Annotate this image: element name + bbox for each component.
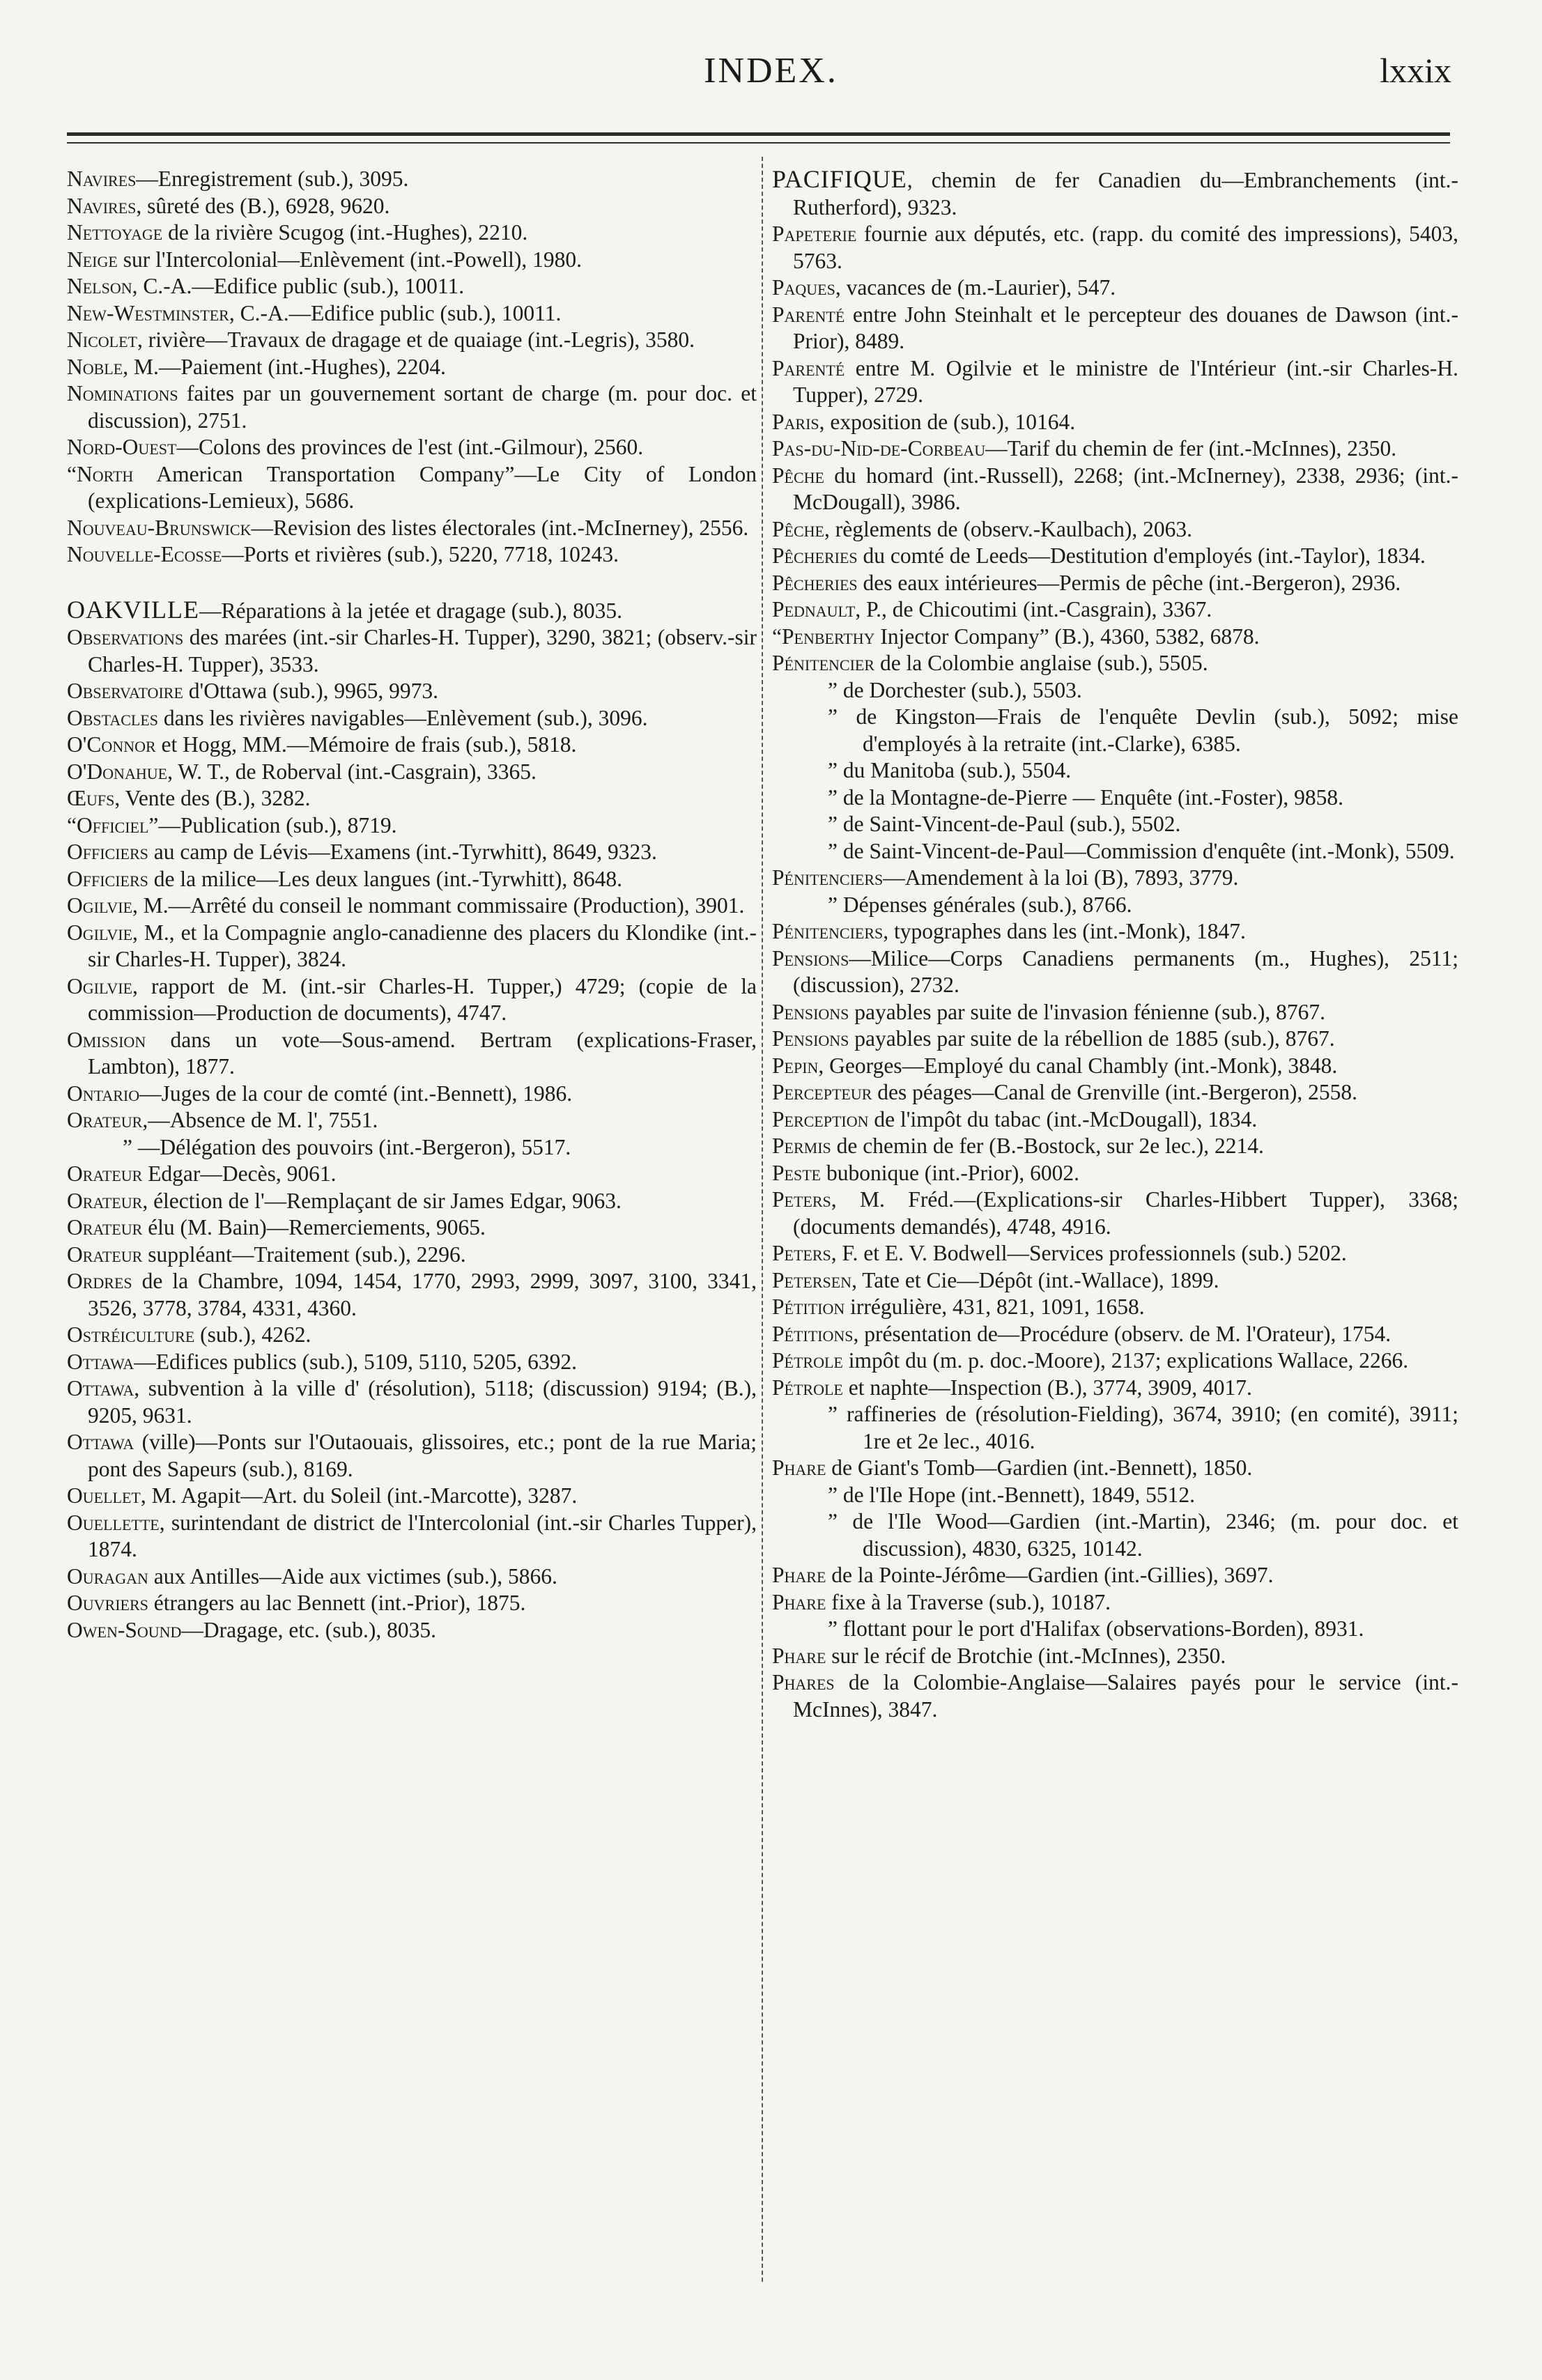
index-entry-text: , C.-A.—Edifice public (sub.), 10011. — [229, 300, 562, 325]
index-entry-text: American Transportation Company”—Le City of London (explications-Lemieux), 5686. — [88, 461, 757, 513]
index-entry — [772, 435, 1458, 463]
index-entry-heading: Phare — [772, 1643, 826, 1668]
index-entry — [772, 302, 1458, 355]
index-entry-heading: ” — [123, 1134, 132, 1159]
index-entry-heading: Nord-Ouest — [67, 435, 177, 459]
index-entry-heading: Ouragan — [67, 1563, 148, 1589]
index-entry-text: , présentation de—Procédure (observ. de M. l'Orateur), 1754. — [853, 1321, 1391, 1346]
index-entry-heading: Peste — [772, 1160, 822, 1185]
index-entry — [772, 1375, 1458, 1402]
index-entry-heading: Nouveau-Brunswick — [67, 515, 252, 540]
index-entry — [67, 705, 757, 732]
index-entry-heading: OAKVILLE — [67, 595, 199, 624]
index-entry — [772, 1347, 1458, 1375]
index-entry-text: de l'Ile Hope (int.-Bennett), 1849, 5512. — [837, 1482, 1196, 1507]
index-entry-heading: Pêcheries — [772, 543, 858, 568]
index-entry — [67, 678, 757, 705]
index-entry-heading: ” — [828, 892, 838, 917]
index-entry-heading: Pétrole — [772, 1375, 843, 1400]
index-entry-text: des marées (int.-sir Charles-H. Tupper), 3290, 3821; (observ.-sir Charles-H. Tupper), 3533. — [88, 625, 757, 677]
index-entry-heading: “Penberthy — [772, 624, 875, 649]
page-title: INDEX. — [704, 51, 838, 91]
index-entry-heading: PACIFIQUE — [772, 165, 907, 193]
index-entry-text: , surintendant de district de l'Intercolonial (int.-sir Charles Tupper), 1874. — [88, 1510, 757, 1561]
index-entry-text: des péages—Canal de Grenville (int.-Bergeron), 2558. — [872, 1080, 1358, 1104]
index-entry-heading: Nettoyage — [67, 220, 163, 245]
index-entry — [772, 1321, 1458, 1348]
index-entry-text: , règlements de (observ.-Kaulbach), 2063. — [824, 516, 1192, 541]
index-entry-text: de la Colombie anglaise (sub.), 5505. — [874, 651, 1208, 675]
index-entry — [772, 275, 1458, 302]
index-entry-text: , P., de Chicoutimi (int.-Casgrain), 3367. — [855, 597, 1212, 621]
index-entry-heading: Peters — [772, 1187, 831, 1212]
index-entry — [772, 677, 1458, 704]
index-entry-heading: Nominations — [67, 381, 178, 405]
index-entry — [67, 1188, 757, 1215]
index-entry-text: , M.—Paiement (int.-Hughes), 2204. — [123, 354, 446, 379]
header-rule-thin — [67, 142, 1450, 144]
index-entry-text: élu (M. Bain)—Remerciements, 9065. — [142, 1215, 486, 1239]
index-entry — [67, 541, 757, 569]
index-entry-text: de Saint-Vincent-de-Paul (sub.), 5502. — [837, 812, 1181, 836]
index-entry-text: , F. et E. V. Bodwell—Services professionnels (sub.) 5202. — [831, 1241, 1347, 1265]
column-divider — [762, 157, 764, 2282]
index-entry-heading: Owen-Sound — [67, 1617, 182, 1642]
index-entry-heading: Parenté — [772, 355, 845, 380]
index-entry-text: —Revision des listes électorales (int.-McInerney), 2556. — [251, 515, 749, 540]
index-entry-text: entre John Steinhalt et le percepteur des douanes de Dawson (int.-Prior), 8489. — [793, 302, 1458, 353]
index-entry — [67, 193, 757, 220]
index-entry-text: Injector Company” (B.), 4360, 5382, 6878. — [874, 624, 1260, 649]
index-entry-text: , M., et la Compagnie anglo-canadienne des placers du Klondike (int.-sir Charles-H. Tupper), 3824. — [88, 920, 757, 971]
index-entry-heading: Pêcheries — [772, 570, 858, 595]
index-entry-text: —Edifices publics (sub.), 5109, 5110, 5205, 6392. — [134, 1349, 577, 1374]
index-entry-text: au camp de Lévis—Examens (int.-Tyrwhitt), 8649, 9323. — [148, 840, 657, 864]
index-entry — [67, 732, 757, 759]
index-entry-text: des eaux intérieures—Permis de pêche (int.-Bergeron), 2936. — [857, 570, 1401, 595]
index-entry-text: (ville)—Ponts sur l'Outaouais, glissoires, etc.; pont de la rue Maria; pont des Sapeurs (sub.), 8169. — [88, 1430, 757, 1481]
index-entry-text: étrangers au lac Bennett (int.-Prior), 1875. — [148, 1591, 526, 1615]
index-entry-text: de Giant's Tomb—Gardien (int.-Bennett), 1850. — [826, 1455, 1253, 1480]
index-entry-heading: ” — [828, 677, 838, 702]
index-entry — [67, 1081, 757, 1108]
index-entry — [67, 1590, 757, 1617]
index-entry — [772, 221, 1458, 275]
index-entry-heading: Orateur — [67, 1161, 143, 1186]
index-entry-heading: Papeterie — [772, 222, 857, 246]
index-entry-text: , élection de l'—Remplaçant de sir James Edgar, 9063. — [142, 1188, 622, 1213]
index-entry — [772, 570, 1458, 597]
index-entry-heading: Peters — [772, 1241, 831, 1265]
index-entry-text: —Réparations à la jetée et dragage (sub.), 8035. — [199, 598, 622, 623]
index-entry — [772, 543, 1458, 570]
index-entry — [67, 1429, 757, 1483]
index-entry-heading: Pénitenciers — [772, 919, 884, 943]
index-entry-text: (sub.), 4262. — [194, 1322, 311, 1347]
index-entry-heading: Œufs — [67, 786, 115, 810]
index-entry-heading: Parenté — [772, 302, 845, 327]
index-entry — [67, 624, 757, 678]
index-entry-heading: Pepin — [772, 1053, 819, 1078]
index-entry — [772, 1643, 1458, 1670]
index-entry — [67, 839, 757, 866]
index-entry-heading: Percepteur — [772, 1080, 872, 1104]
index-entry — [772, 918, 1458, 945]
index-entry — [772, 838, 1458, 865]
index-entry-text: de Saint-Vincent-de-Paul—Commission d'enquête (int.-Monk), 5509. — [837, 838, 1455, 863]
index-entry-text: —Tarif du chemin de fer (int.-McInnes), 2350. — [985, 436, 1397, 461]
index-entry — [772, 1133, 1458, 1160]
index-entry-heading: Pensions — [772, 1026, 849, 1051]
index-entry — [67, 1483, 757, 1510]
index-entry — [67, 1349, 757, 1376]
index-entry — [67, 1214, 757, 1242]
index-entry-heading: Pêche — [772, 516, 824, 541]
index-entry-text: flottant pour le port d'Halifax (observations-Borden), 8931. — [837, 1616, 1364, 1641]
index-entry — [67, 1375, 757, 1429]
index-entry-heading: Petersen — [772, 1267, 852, 1292]
index-entry-heading: ” — [828, 758, 838, 782]
index-entry-text: payables par suite de l'invasion fénienne (sub.), 8767. — [849, 999, 1326, 1024]
index-entry-heading: Noble — [67, 354, 123, 379]
index-entry-heading: Navires — [67, 193, 137, 218]
index-entry-text: raffineries de (résolution-Fielding), 3674, 3910; (en comité), 3911; 1re et 2e lec., 4016. — [837, 1402, 1458, 1453]
index-entry — [772, 811, 1458, 838]
index-entry — [67, 247, 757, 274]
index-entry-heading: “North — [67, 461, 134, 486]
index-entry-heading: ” — [828, 812, 838, 836]
index-entry-text: , sûreté des (B.), 6928, 9620. — [136, 193, 390, 218]
index-entry — [772, 1508, 1458, 1562]
index-entry-heading: ” — [828, 838, 838, 863]
index-entry — [772, 1616, 1458, 1643]
index-entry-heading: Orateur — [67, 1215, 143, 1239]
index-entry-heading: Ordres — [67, 1269, 132, 1293]
index-entry-text: —Juges de la cour de comté (int.-Bennett), 1986. — [139, 1081, 573, 1106]
index-entry-text: —Amendement à la loi (B), 7893, 3779. — [883, 865, 1239, 890]
index-entry-heading: Ostréiculture — [67, 1322, 195, 1347]
index-entry-text: , M.—Arrêté du conseil le nommant commissaire (Production), 3901. — [132, 893, 745, 918]
index-entry-heading: ” — [828, 1402, 838, 1426]
index-entry — [67, 973, 757, 1027]
index-entry-text: , M. Fréd.—(Explications-sir Charles-Hibbert Tupper), 3368; (documents demandés), 4748, 4916. — [793, 1187, 1458, 1239]
index-entry-heading: Pétrole — [772, 1348, 843, 1373]
index-entry — [772, 355, 1458, 409]
index-entry-heading: Phares — [772, 1670, 835, 1694]
header-rule-thick — [67, 132, 1450, 136]
index-entry — [67, 1510, 757, 1563]
index-entry — [67, 1563, 757, 1591]
index-entry-heading: ” — [828, 704, 838, 729]
index-entry — [772, 1026, 1458, 1053]
index-entry-heading: Officiers — [67, 840, 148, 864]
index-entry — [772, 1267, 1458, 1295]
index-entry-text: de l'impôt du tabac (int.-McDougall), 1834. — [868, 1106, 1258, 1131]
index-entry-text: fixe à la Traverse (sub.), 10187. — [826, 1589, 1111, 1614]
index-entry — [67, 812, 757, 840]
index-entry-heading: Observatoire — [67, 679, 183, 703]
index-entry-text: de la Chambre, 1094, 1454, 1770, 2993, 2999, 3097, 3100, 3341, 3526, 3778, 3784, 4331, 4360. — [88, 1269, 757, 1320]
index-entry-text: —Dragage, etc. (sub.), 8035. — [181, 1617, 437, 1642]
index-entry — [67, 219, 757, 247]
index-entry-text: payables par suite de la rébellion de 1885 (sub.), 8767. — [849, 1026, 1335, 1051]
index-entry — [772, 945, 1458, 999]
index-entry-heading: Orateur — [67, 1188, 143, 1213]
index-entry-heading: Nicolet — [67, 327, 137, 352]
index-entry-text: dans les rivières navigables—Enlèvement (sub.), 3096. — [158, 705, 648, 730]
index-entry-text: de la Colombie-Anglaise—Salaires payés pour le service (int.-McInnes), 3847. — [793, 1670, 1458, 1722]
index-entry — [67, 866, 757, 893]
index-entry-heading: Neige — [67, 247, 118, 272]
index-entry-text: sur l'Intercolonial—Enlèvement (int.-Powell), 1980. — [117, 247, 582, 272]
index-entry-text: du homard (int.-Russell), 2268; (int.-McInerney), 2338, 2936; (int.-McDougall), 3986. — [793, 463, 1458, 514]
index-entry-heading: Omission — [67, 1027, 146, 1052]
index-entry-heading: ” — [828, 1616, 838, 1641]
index-entry-heading: Paris — [772, 409, 819, 434]
index-entry-text: , M. Agapit—Art. du Soleil (int.-Marcotte), 3287. — [140, 1483, 578, 1508]
index-entry — [67, 1268, 757, 1322]
index-entry-text: irrégulière, 431, 821, 1091, 1658. — [845, 1295, 1145, 1319]
index-entry-heading: Phare — [772, 1589, 826, 1614]
index-entry-text: bubonique (int.-Prior), 6002. — [821, 1160, 1080, 1185]
index-entry-heading: O'Connor — [67, 732, 156, 757]
index-entry-heading: Orateur — [67, 1242, 143, 1267]
index-entry — [67, 273, 757, 300]
index-entry — [67, 1161, 757, 1188]
index-entry-text: de la milice—Les deux langues (int.-Tyrwhitt), 8648. — [148, 866, 623, 891]
index-entry-heading: Perception — [772, 1106, 869, 1131]
index-entry-heading: Pénitencier — [772, 651, 875, 675]
index-entry-heading: Ottawa — [67, 1349, 134, 1374]
index-entry-text: , chemin de fer Canadien du—Embranchements (int.-Rutherford), 9323. — [793, 168, 1458, 219]
index-entry — [67, 1134, 757, 1161]
index-entry-heading: ” — [828, 1509, 838, 1533]
index-entry-text: Dépenses générales (sub.), 8766. — [837, 892, 1132, 917]
index-entry — [67, 380, 757, 434]
index-entry — [67, 1107, 757, 1134]
index-entry — [772, 516, 1458, 543]
index-entry — [67, 354, 757, 381]
index-entry — [67, 892, 757, 920]
index-entry — [67, 785, 757, 812]
index-entry-text: , rivière—Travaux de dragage et de quaiage (int.-Legris), 3580. — [137, 327, 695, 352]
index-entry-text: de la rivière Scugog (int.-Hughes), 2210. — [162, 220, 528, 245]
index-entry-heading: Pensions — [772, 999, 849, 1024]
index-entry-heading: Paques — [772, 275, 835, 300]
index-entry-text: d'Ottawa (sub.), 9965, 9973. — [183, 679, 439, 703]
index-entry-heading: Ogilvie — [67, 973, 133, 998]
index-entry — [772, 463, 1458, 516]
index-entry — [772, 596, 1458, 624]
index-entry-text: ,—Absence de M. l', 7551. — [142, 1108, 378, 1132]
index-entry-text: , vacances de (m.-Laurier), 547. — [835, 275, 1116, 300]
index-entry-heading: Pénitenciers — [772, 865, 884, 890]
index-entry — [772, 892, 1458, 919]
index-entry-heading: Ottawa — [67, 1430, 134, 1454]
index-entry — [772, 785, 1458, 812]
index-entry-text: —Enregistrement (sub.), 3095. — [136, 167, 409, 191]
index-entry-heading: Observations — [67, 625, 184, 649]
index-entry-text: de la Pointe-Jérôme—Gardien (int.-Gillies), 3697. — [826, 1563, 1274, 1587]
index-entry — [772, 166, 1458, 221]
index-entry-text: du comté de Leeds—Destitution d'employés (int.-Taylor), 1834. — [857, 543, 1426, 568]
index-entry-heading: Permis — [772, 1134, 831, 1158]
index-entry — [67, 596, 757, 625]
index-entry-text: , W. T., de Roberval (int.-Casgrain), 3365. — [167, 759, 537, 784]
index-entry-heading: Ouellet — [67, 1483, 141, 1508]
index-entry-heading: Ogilvie — [67, 920, 133, 945]
index-entry-heading: Pêche — [772, 463, 824, 488]
index-entry — [67, 1242, 757, 1269]
index-entry-text: , rapport de M. (int.-sir Charles-H. Tupper,) 4729; (copie de la commission—Production de documents), 4747. — [88, 973, 757, 1025]
index-entry — [772, 1240, 1458, 1267]
index-entry-heading: Ouellette — [67, 1510, 160, 1535]
index-entry — [772, 1106, 1458, 1134]
index-entry-text: de l'Ile Wood—Gardien (int.-Martin), 2346; (m. pour doc. et discussion), 4830, 6325, 10142. — [837, 1509, 1458, 1561]
index-entry-heading: Navires — [67, 167, 137, 191]
index-entry-text: dans un vote—Sous-amend. Bertram (explications-Fraser, Lambton), 1877. — [88, 1027, 757, 1079]
index-entry — [67, 1027, 757, 1081]
index-entry-text: , C.-A.—Edifice public (sub.), 10011. — [132, 274, 465, 298]
index-entry — [772, 1053, 1458, 1080]
index-entry — [67, 166, 757, 193]
index-entry-heading: Nelson — [67, 274, 132, 298]
index-entry-heading: ” — [828, 785, 838, 810]
index-entry-heading: Pétition — [772, 1295, 845, 1319]
index-entry-text: du Manitoba (sub.), 5504. — [837, 758, 1072, 782]
index-entry-text: , Vente des (B.), 3282. — [114, 786, 311, 810]
index-entry-heading: Ouvriers — [67, 1591, 148, 1615]
index-entry-heading: Ottawa — [67, 1376, 134, 1400]
index-entry — [772, 704, 1458, 757]
index-entry-text: ”—Publication (sub.), 8719. — [148, 812, 397, 837]
index-entry-text: fournie aux députés, etc. (rapp. du comité des impressions), 5403, 5763. — [793, 222, 1458, 273]
index-entry-heading: “Officiel — [67, 812, 149, 837]
index-entry-text: aux Antilles—Aide aux victimes (sub.), 5866. — [148, 1563, 557, 1589]
index-entry-text: faites par un gouvernement sortant de charge (m. pour doc. et discussion), 2751. — [88, 381, 757, 433]
index-entry-text: et Hogg, MM.—Mémoire de frais (sub.), 5818. — [155, 732, 577, 757]
index-entry-heading: Officiers — [67, 866, 148, 891]
index-entry-heading: O'Donahue — [67, 759, 168, 784]
index-entry — [67, 920, 757, 973]
index-entry-heading: Ogilvie — [67, 893, 133, 918]
index-entry-text: —Délégation des pouvoirs (int.-Bergeron), 5517. — [132, 1134, 571, 1159]
index-entry-text: , exposition de (sub.), 10164. — [819, 409, 1076, 434]
index-entry — [772, 1294, 1458, 1321]
index-entry-heading: Ontario — [67, 1081, 140, 1106]
index-entry — [67, 759, 757, 786]
index-entry — [772, 865, 1458, 892]
index-entry — [772, 1455, 1458, 1482]
index-entry — [772, 1562, 1458, 1589]
index-entry — [772, 409, 1458, 436]
index-entry — [772, 624, 1458, 651]
page-number: lxxix — [1380, 51, 1451, 90]
index-entry-text: suppléant—Traitement (sub.), 2296. — [142, 1242, 466, 1267]
index-entry — [67, 1617, 757, 1644]
index-entry — [772, 999, 1458, 1026]
index-entry — [772, 1482, 1458, 1509]
index-entry-text: de la Montagne-de-Pierre — Enquête (int.-Foster), 9858. — [837, 785, 1344, 810]
index-entry — [67, 515, 757, 542]
index-entry — [67, 327, 757, 354]
index-entry — [772, 1079, 1458, 1106]
index-entry-heading: Pétitions — [772, 1321, 854, 1346]
index-entry-text: , typographes dans les (int.-Monk), 1847. — [883, 919, 1246, 943]
index-entry — [772, 1589, 1458, 1616]
index-entry-heading: Phare — [772, 1563, 826, 1587]
index-entry — [772, 650, 1458, 677]
index-entry-heading: Phare — [772, 1455, 826, 1480]
index-entry-text: Edgar—Decès, 9061. — [142, 1161, 337, 1186]
index-column-left — [67, 166, 757, 1644]
index-entry-heading: Pas-du-Nid-de-Corbeau — [772, 436, 986, 461]
index-entry — [772, 1160, 1458, 1187]
index-entry — [67, 461, 757, 515]
index-entry-text: et naphte—Inspection (B.), 3774, 3909, 4017. — [842, 1375, 1252, 1400]
index-entry-text: de chemin de fer (B.-Bostock, sur 2e lec.), 2214. — [831, 1134, 1264, 1158]
index-entry-heading: Pensions — [772, 945, 849, 971]
index-entry-text: sur le récif de Brotchie (int.-McInnes), 2350. — [826, 1643, 1226, 1668]
index-entry — [67, 1322, 757, 1349]
index-entry-text: de Kingston—Frais de l'enquête Devlin (sub.), 5092; mise d'employés à la retraite (int.-Clarke), 6385. — [837, 704, 1458, 756]
index-column-right — [772, 166, 1458, 1723]
index-entry-heading: Orateur — [67, 1108, 143, 1132]
index-entry-text: —Milice—Corps Canadiens permanents (m., Hughes), 2511; (discussion), 2732. — [793, 945, 1458, 997]
index-entry — [67, 434, 757, 461]
index-entry-text: , Georges—Employé du canal Chambly (int.-Monk), 3848. — [818, 1053, 1338, 1078]
index-entry-heading: New-Westminster — [67, 300, 229, 325]
index-entry-heading: Pednault — [772, 597, 856, 621]
index-entry — [772, 1187, 1458, 1240]
index-entry — [67, 300, 757, 327]
index-entry — [772, 757, 1458, 785]
index-entry-heading: Nouvelle-Ecosse — [67, 542, 222, 566]
index-entry-text: impôt du (m. p. doc.-Moore), 2137; explications Wallace, 2266. — [842, 1348, 1409, 1373]
index-entry — [772, 1669, 1458, 1723]
index-entry — [772, 1401, 1458, 1455]
index-entry-text: —Colons des provinces de l'est (int.-Gilmour), 2560. — [176, 435, 644, 459]
index-entry-text: de Dorchester (sub.), 5503. — [837, 677, 1082, 702]
index-entry-heading: Obstacles — [67, 705, 159, 730]
index-entry-text: entre M. Ogilvie et le ministre de l'Intérieur (int.-sir Charles-H. Tupper), 2729. — [793, 355, 1458, 407]
index-entry-text: , Tate et Cie—Dépôt (int.-Wallace), 1899. — [851, 1267, 1219, 1292]
index-entry-text: , subvention à la ville d' (résolution), 5118; (discussion) 9194; (B.), 9205, 9631. — [88, 1376, 757, 1428]
index-entry-heading: ” — [828, 1482, 838, 1507]
index-entry-text: —Ports et rivières (sub.), 5220, 7718, 10243. — [222, 542, 619, 566]
